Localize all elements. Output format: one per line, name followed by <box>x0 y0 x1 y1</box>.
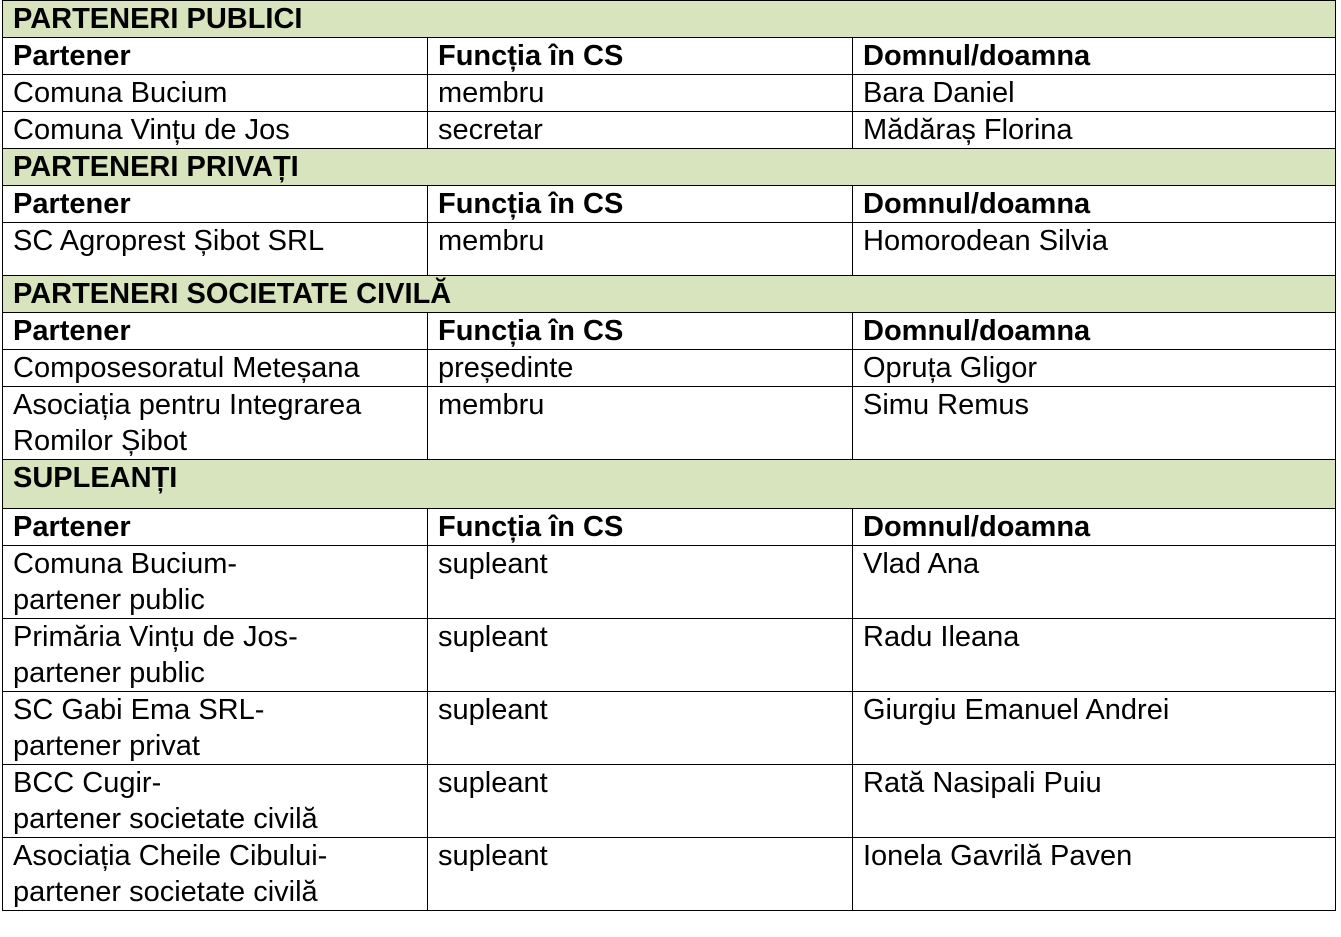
role-cell: supleant <box>428 692 853 765</box>
section-title: PARTENERI PUBLICI <box>3 1 1336 38</box>
section-row-substitutes <box>3 460 1336 509</box>
table-row <box>3 350 1336 387</box>
person-cell: Bara Daniel <box>853 75 1336 112</box>
table-row <box>3 619 1336 692</box>
partner-cell: Asociația Cheile Cibului- partener societate civilă <box>3 838 428 911</box>
partner-cell: Comuna Bucium <box>3 75 428 112</box>
partner-cell: BCC Cugir- partener societate civilă <box>3 765 428 838</box>
role-cell: președinte <box>428 350 853 387</box>
section-title: SUPLEANȚI <box>3 460 1336 509</box>
table-row <box>3 112 1336 149</box>
section-title: PARTENERI PRIVAȚI <box>3 149 1336 186</box>
person-cell: Rată Nasipali Puiu <box>853 765 1336 838</box>
table-row <box>3 75 1336 112</box>
person-cell: Homorodean Silvia <box>853 223 1336 276</box>
role-header: Funcția în CS <box>428 509 853 546</box>
partner-cell: Comuna Bucium- partener public <box>3 546 428 619</box>
role-cell: secretar <box>428 112 853 149</box>
role-cell: supleant <box>428 619 853 692</box>
person-cell: Radu Ileana <box>853 619 1336 692</box>
table-row <box>3 838 1336 911</box>
person-header: Domnul/doamna <box>853 313 1336 350</box>
role-cell: membru <box>428 387 853 460</box>
person-header: Domnul/doamna <box>853 186 1336 223</box>
column-header-row <box>3 313 1336 350</box>
person-cell: Simu Remus <box>853 387 1336 460</box>
table-row <box>3 387 1336 460</box>
partner-header: Partener <box>3 38 428 75</box>
partner-cell: Asociația pentru Integrarea Romilor Șibot <box>3 387 428 460</box>
role-header: Funcția în CS <box>428 186 853 223</box>
column-header-row <box>3 509 1336 546</box>
partner-header: Partener <box>3 186 428 223</box>
role-header: Funcția în CS <box>428 38 853 75</box>
partner-cell: Comuna Vințu de Jos <box>3 112 428 149</box>
table-row <box>3 765 1336 838</box>
person-cell: Opruța Gligor <box>853 350 1336 387</box>
committee-table <box>2 0 1336 911</box>
role-cell: supleant <box>428 765 853 838</box>
role-cell: supleant <box>428 838 853 911</box>
role-cell: membru <box>428 223 853 276</box>
person-cell: Mădăraș Florina <box>853 112 1336 149</box>
person-cell: Ionela Gavrilă Paven <box>853 838 1336 911</box>
section-row-private <box>3 149 1336 186</box>
section-row-civil-society <box>3 276 1336 313</box>
person-header: Domnul/doamna <box>853 38 1336 75</box>
section-title: PARTENERI SOCIETATE CIVILĂ <box>3 276 1336 313</box>
table-row <box>3 546 1336 619</box>
partner-cell: SC Gabi Ema SRL- partener privat <box>3 692 428 765</box>
role-cell: supleant <box>428 546 853 619</box>
table-row <box>3 223 1336 276</box>
person-cell: Vlad Ana <box>853 546 1336 619</box>
person-cell: Giurgiu Emanuel Andrei <box>853 692 1336 765</box>
person-header: Domnul/doamna <box>853 509 1336 546</box>
column-header-row <box>3 186 1336 223</box>
column-header-row <box>3 38 1336 75</box>
partner-header: Partener <box>3 313 428 350</box>
partner-cell: SC Agroprest Șibot SRL <box>3 223 428 276</box>
role-header: Funcția în CS <box>428 313 853 350</box>
role-cell: membru <box>428 75 853 112</box>
section-row-public <box>3 1 1336 38</box>
partner-cell: Composesoratul Meteșana <box>3 350 428 387</box>
partner-cell: Primăria Vințu de Jos- partener public <box>3 619 428 692</box>
partner-header: Partener <box>3 509 428 546</box>
table-row <box>3 692 1336 765</box>
